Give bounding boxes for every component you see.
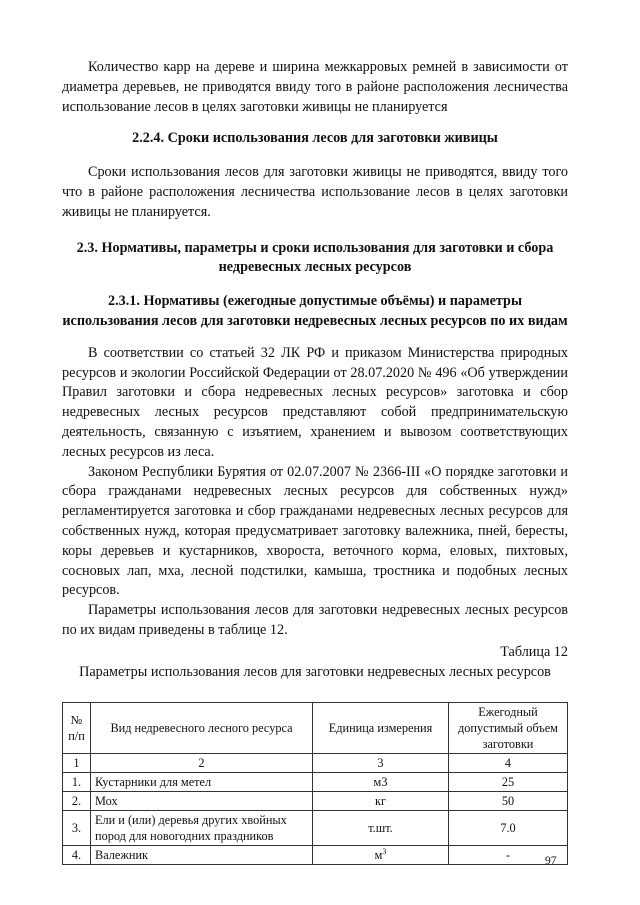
header-number: № п/п bbox=[63, 703, 91, 754]
page-number: 97 bbox=[545, 855, 557, 867]
row-resource: Ели и (или) деревья других хвойных пород для новогодних праздников bbox=[91, 811, 313, 846]
section-heading-2-3-1: 2.3.1. Нормативы (ежегодные допустимые объёмы) и параметры использования лесов для заготовки недревесных лесных ресурсов по их видам bbox=[62, 293, 568, 329]
row-volume: 7.0 bbox=[449, 811, 568, 846]
row-number: 4. bbox=[63, 846, 91, 865]
resources-table bbox=[62, 702, 568, 865]
row-number: 2. bbox=[63, 792, 91, 811]
section-heading-2-3: 2.3. Нормативы, параметры и сроки использования для заготовки и сбора недревесных лесных ресурсов bbox=[76, 239, 554, 276]
table-row bbox=[63, 773, 568, 792]
table-title: Параметры использования лесов для заготовки недревесных лесных ресурсов bbox=[79, 663, 551, 680]
section-heading-2-2-4: 2.2.4. Сроки использования лесов для заготовки живицы bbox=[132, 130, 498, 147]
table-row bbox=[63, 792, 568, 811]
terms-paragraph: Сроки использования лесов для заготовки живицы не приводятся, ввиду того что в районе расположения лесничества использование лесов в целях заготовки живицы не планируется. bbox=[62, 164, 568, 220]
row-unit: кг bbox=[313, 792, 449, 811]
row-number: 1. bbox=[63, 773, 91, 792]
unit-text: м bbox=[374, 848, 383, 863]
table-row bbox=[63, 811, 568, 846]
table-column-numbers-row bbox=[63, 754, 568, 773]
row-volume: 25 bbox=[449, 773, 568, 792]
row-resource: Мох bbox=[91, 792, 313, 811]
header-volume: Ежегодный допустимый объем заготовки bbox=[449, 703, 568, 754]
document-page bbox=[62, 58, 568, 865]
row-unit: т.шт. bbox=[313, 811, 449, 846]
table-row bbox=[63, 846, 568, 865]
col-number-4: 4 bbox=[449, 754, 568, 773]
unit-superscript: 3 bbox=[382, 847, 387, 857]
intro-paragraph: Количество карр на дереве и ширина межкарровых ремней в зависимости от диаметра деревьев, не приводятся ввиду того в районе расположения лесничества использование лесов в целях заготовки живицы не планируется bbox=[62, 59, 568, 115]
row-unit bbox=[313, 846, 449, 865]
row-number: 3. bbox=[63, 811, 91, 846]
col-number-1: 1 bbox=[63, 754, 91, 773]
row-resource: Валежник bbox=[91, 846, 313, 865]
col-number-2: 2 bbox=[91, 754, 313, 773]
table-number: Таблица 12 bbox=[500, 643, 568, 660]
row-unit: м3 bbox=[313, 773, 449, 792]
law-32-paragraph: В соответствии со статьей 32 ЛК РФ и приказом Министерства природных ресурсов и экологии Российской Федерации от 28.07.2020 № 496 «Об утверждении Правил заготовки и сбора недревесных лесных ресурсов» заготовка и сбор недревесных лесных ресурсов представляют собой предпринимательскую деятельность, связанную с изъятием, хранением и вывозом соответствующих лесных ресурсов из леса. bbox=[62, 344, 568, 460]
row-resource: Кустарники для метел bbox=[91, 773, 313, 792]
col-number-3: 3 bbox=[313, 754, 449, 773]
row-volume: - bbox=[449, 846, 568, 865]
table-header-row bbox=[63, 703, 568, 754]
law-buryatia-paragraph: Законом Республики Бурятия от 02.07.2007 № 2366-III «О порядке заготовки и сбора гражданами недревесных лесных ресурсов для собственных нужд» регламентируется заготовка и сбор гражданами недревесных лесных ресурсов для собственных нужд, которая предусматривает заготовку валежника, пней, бересты, коры деревьев и кустарников, хвороста, веточного корма, еловых, пихтовых, сосновых лап, мха, лесной подстилки, камыша, тростника и подобных лесных ресурсов. bbox=[62, 463, 568, 599]
header-unit: Единица измерения bbox=[313, 703, 449, 754]
params-paragraph: Параметры использования лесов для заготовки недревесных лесных ресурсов по их видам приведены в таблице 12. bbox=[62, 602, 568, 638]
header-resource: Вид недревесного лесного ресурса bbox=[91, 703, 313, 754]
row-volume: 50 bbox=[449, 792, 568, 811]
